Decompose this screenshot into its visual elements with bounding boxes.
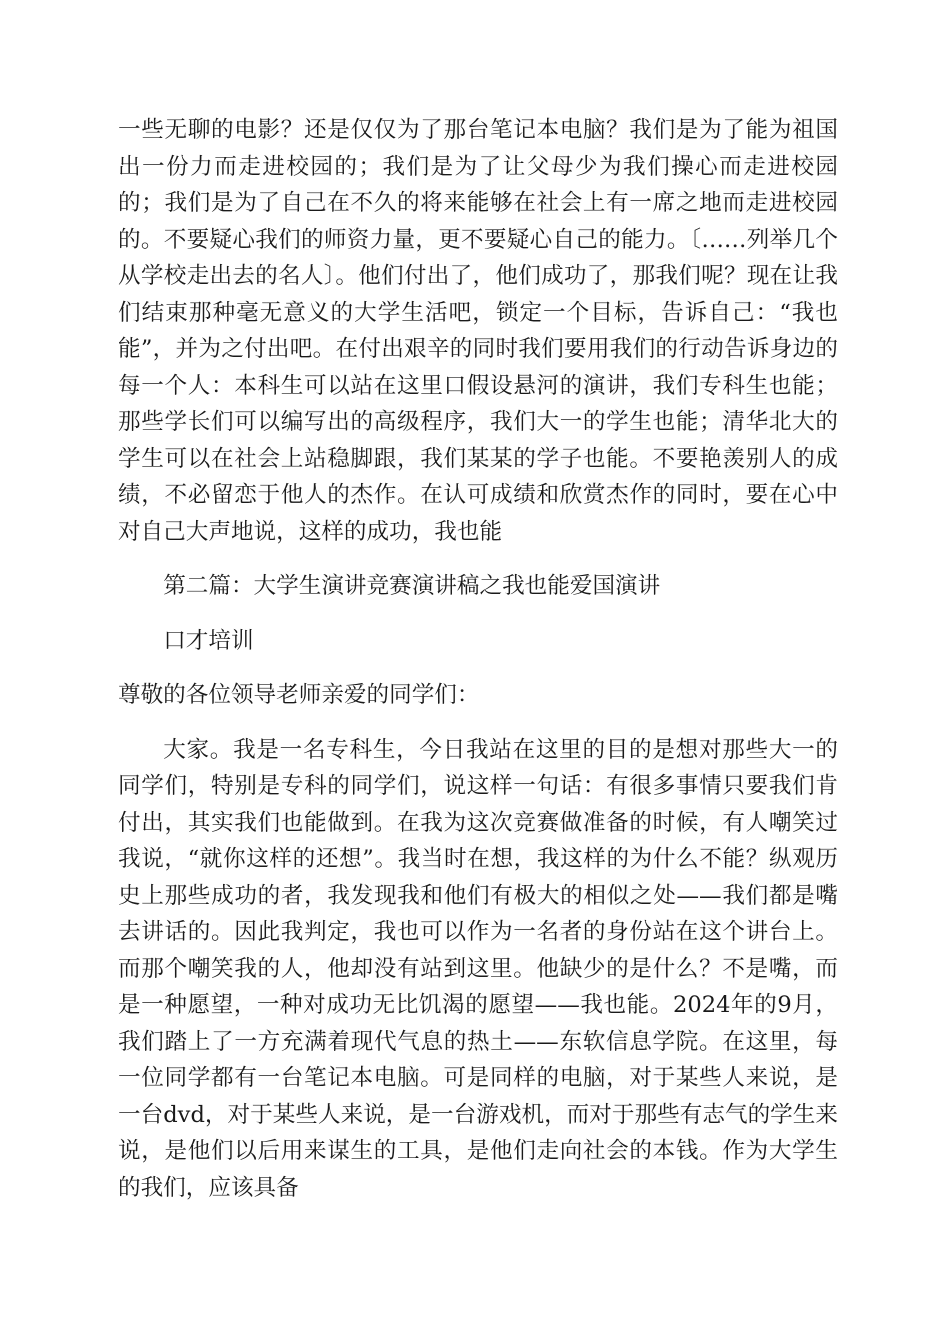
salutation: 尊敬的各位领导老师亲爱的同学们： [118, 682, 480, 708]
body-paragraph: 大家。我是一名专科生，今日我站在这里的目的是想对那些大一的同学们，特别是专科的同学们，说这样一句话：有很多事情只要我们肯付出，其实我们也能做到。在我为这次竞赛做准备的时候，有人嘲笑过我说，“就你这样的还想”。我当时在想，我这样的为什么不能？纵观历史上那些成功的者，我发现我和他们有极大的相似之处——我们都是嘴去讲话的。因此我判定，我也可以作为一名者的身份站在这个讲台上。而那个嘲笑我的人，他却没有站到这里。他缺少的是什么？不是嘴，而是一种愿望，一种对成功无比饥渴的愿望——我也能。2024年的9月，我们踏上了一方充满着现代气息的热土——东软信息学院。在这里，每一位同学都有一台笔记本电脑。可是同样的电脑，对于某些人来说，是一台dvd，对于某些人来说，是一台游戏机，而对于那些有志气的学生来说，是他们以后用来谋生的工具，是他们走向社会的本钱。作为大学生的我们，应该具备 [118, 736, 838, 1201]
section-subtitle: 口才培训 [163, 627, 254, 654]
continuation-paragraph: 一些无聊的电影？还是仅仅为了那台笔记本电脑？我们是为了能为祖国出一份力而走进校园的；我们是为了让父母少为我们操心而走进校园的；我们是为了自己在不久的将来能够在社会上有一席之地而走进校园的。不要疑心我们的师资力量，更不要疑心自己的能力。〔……列举几个从学校走出去的名人〕。他们付出了，他们成功了，那我们呢？现在让我们结束那种毫无意义的大学生活吧，锁定一个目标，告诉自己：“我也能”，并为之付出吧。在付出艰辛的同时我们要用我们的行动告诉身边的每一个人：本科生可以站在这里口假设悬河的演讲，我们专科生也能；那些学长们可以编写出的高级程序，我们大一的学生也能；清华北大的学生可以在社会上站稳脚跟，我们某某的学子也能。不要艳羡别人的成绩，不必留恋于他人的杰作。在认可成绩和欣赏杰作的同时，要在心中对自己大声地说，这样的成功，我也能 [118, 117, 838, 545]
section-title: 第二篇：大学生演讲竞赛演讲稿之我也能爱国演讲 [163, 573, 661, 599]
document-body [118, 112, 838, 1206]
